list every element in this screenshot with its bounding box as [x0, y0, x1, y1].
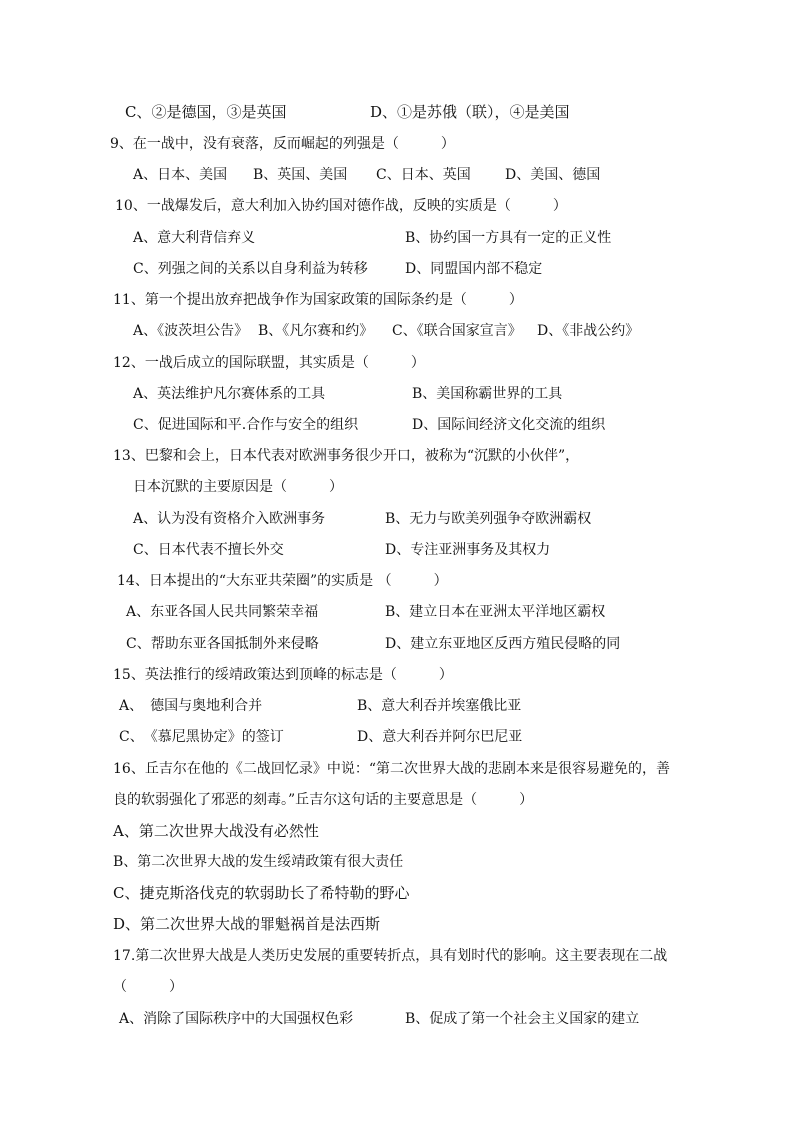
q14-option-a: A、东亚各国人民共同繁荣幸福	[126, 604, 319, 620]
q14-stem: 14、日本提出的“大东亚共荣圈”的实质是 （ ）	[117, 573, 448, 589]
q14-option-d: D、建立东亚地区反西方殖民侵略的同	[385, 636, 621, 652]
q17-option-b: B、促成了第一个社会主义国家的建立	[405, 1011, 640, 1027]
q12-option-a: A、英法维护凡尔赛体系的工具	[133, 386, 326, 402]
q15-stem: 15、英法推行的绥靖政策达到顶峰的标志是（ ）	[113, 667, 453, 683]
q11-option-b: B、《凡尔赛和约》	[258, 323, 374, 339]
q9-option-b: B、英国、美国	[253, 167, 348, 183]
q16-stem-line1: 16、丘吉尔在他的《二战回忆录》中说：“第二次世界大战的悲剧本来是很容易避免的，善	[113, 761, 670, 777]
q16-option-d: D、第二次世界大战的罪魁祸首是法西斯	[113, 915, 381, 933]
q12-option-d: D、国际间经济文化交流的组织	[412, 417, 606, 433]
q13-option-d: D、专注亚洲事务及其权力	[385, 542, 551, 558]
q11-stem: 11、第一个提出放弃把战争作为国家政策的国际条约是（ ）	[113, 292, 523, 308]
q12-stem: 12、一战后成立的国际联盟，其实质是（ ）	[113, 355, 425, 371]
q16-stem-line2: 良的软弱强化了邪恶的刻毒。”丘吉尔这句话的主要意思是（ ）	[113, 792, 534, 808]
q8-option-c: C、②是德国，③是英国	[125, 103, 287, 121]
q13-stem-line1: 13、巴黎和会上，日本代表对欧洲事务很少开口，被称为“沉默的小伙伴”，	[113, 448, 580, 464]
q14-option-c: C、帮助东亚各国抵制外来侵略	[126, 636, 319, 652]
q13-option-b: B、无力与欧美列强争夺欧洲霸权	[385, 511, 592, 527]
q17-option-a: A、消除了国际秩序中的大国强权色彩	[119, 1011, 354, 1027]
q14-option-b: B、建立日本在亚洲太平洋地区霸权	[385, 604, 606, 620]
q15-option-c: C、 《慕尼黑协定》的签订	[119, 729, 284, 745]
q17-stem-line2: （ ）	[113, 979, 183, 995]
q9-option-d: D、美国、德国	[505, 167, 601, 183]
q13-stem-line2: 日本沉默的主要原因是（ ）	[133, 479, 343, 495]
q16-option-b: B、第二次世界大战的发生绥靖政策有很大责任	[113, 854, 404, 870]
q15-option-d: D、意大利吞并阿尔巴尼亚	[357, 729, 523, 745]
q15-option-a: A、 德国与奥地利合并	[119, 698, 263, 714]
q11-option-c: C、《联合国家宣言》	[392, 323, 522, 339]
q10-option-a: A、意大利背信弃义	[133, 230, 256, 246]
q16-option-a: A、第二次世界大战没有必然性	[113, 822, 319, 840]
q9-option-c: C、日本、英国	[376, 167, 471, 183]
q10-option-c: C、列强之间的关系以自身利益为转移	[133, 261, 368, 277]
q11-option-d: D、《非战公约》	[537, 323, 640, 339]
q13-option-c: C、日本代表不擅长外交	[133, 542, 284, 558]
q15-option-b: B、意大利吞并埃塞俄比亚	[357, 698, 522, 714]
q17-stem-line1: 17.第二次世界大战是人类历史发展的重要转折点，具有划时代的影响。这主要表现在二战	[113, 948, 668, 964]
q16-option-c: C、捷克斯洛伐克的软弱助长了希特勒的野心	[113, 884, 410, 902]
q13-option-a: A、认为没有资格介入欧洲事务	[133, 511, 326, 527]
q12-option-b: B、美国称霸世界的工具	[412, 386, 563, 402]
q10-stem: 10、一战爆发后，意大利加入协约国对德作战，反映的实质是（ ）	[115, 198, 567, 214]
q12-option-c: C、促进国际和平.合作与安全的组织	[133, 417, 359, 433]
q9-option-a: A、日本、美国	[133, 167, 228, 183]
q9-stem: 9、在一战中，没有衰落，反而崛起的列强是（ ）	[110, 136, 455, 152]
q10-option-d: D、同盟国内部不稳定	[405, 261, 543, 277]
q10-option-b: B、协约国一方具有一定的正义性	[405, 230, 612, 246]
q8-option-d: D、①是苏俄（联），④是美国	[370, 103, 570, 121]
q11-option-a: A、《波茨坦公告》	[133, 323, 249, 339]
